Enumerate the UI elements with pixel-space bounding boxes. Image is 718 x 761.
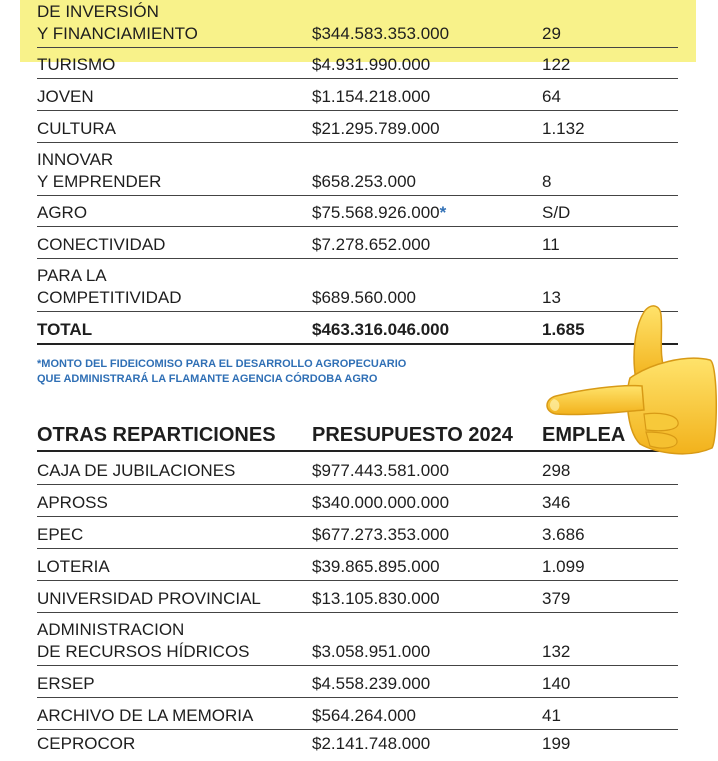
row-employees: 379 [542, 589, 571, 608]
row-name: ERSEP [37, 674, 95, 693]
table-row [37, 195, 678, 227]
table-row [37, 0, 678, 48]
row-budget: $21.295.789.000 [312, 119, 440, 138]
row-budget: $658.253.000 [312, 172, 416, 191]
row-budget: $340.000.000.000 [312, 493, 450, 512]
row-budget: $677.273.353.000 [312, 525, 450, 544]
row-budget: $689.560.000 [312, 288, 416, 307]
table-row [37, 47, 678, 79]
row-name: CONECTIVIDAD [37, 235, 166, 254]
row-budget: $7.278.652.000 [312, 235, 431, 254]
total-budget: $463.316.046.000 [312, 320, 450, 339]
row-name: DE INVERSIÓN Y FINANCIAMIENTO [37, 2, 198, 43]
footnote-line: QUE ADMINISTRARÁ LA FLAMANTE AGENCIA CÓRDOBA AGRO [37, 373, 378, 385]
row-name: LOTERIA [37, 557, 110, 576]
row-employees: 346 [542, 493, 571, 512]
row-name: UNIVERSIDAD PROVINCIAL [37, 589, 261, 608]
row-budget: $75.568.926.000* [312, 203, 447, 222]
table-row [37, 516, 678, 549]
row-name: ADMINISTRACION DE RECURSOS HÍDRICOS [37, 620, 250, 661]
row-budget: $1.154.218.000 [312, 87, 431, 106]
row-budget: $977.443.581.000 [312, 461, 450, 480]
row-employees: 298 [542, 461, 571, 480]
header-budget: PRESUPUESTO 2024 [312, 424, 513, 446]
row-budget: $564.264.000 [312, 706, 416, 725]
row-employees: 1.132 [542, 119, 585, 138]
row-employees: S/D [542, 203, 571, 222]
row-employees: 8 [542, 172, 552, 191]
row-budget: $2.141.748.000 [312, 734, 431, 753]
row-employees: 122 [542, 55, 571, 74]
row-employees: 3.686 [542, 525, 585, 544]
table-row [37, 226, 678, 259]
row-name: INNOVAR Y EMPRENDER [37, 150, 162, 191]
total-employees: 1.685 [542, 320, 585, 339]
table-row [37, 612, 678, 666]
header-employees: EMPLEA [542, 424, 626, 446]
row-name: CULTURA [37, 119, 117, 138]
row-employees: 64 [542, 87, 561, 106]
asterisk-mark: * [439, 203, 447, 222]
row-name: EPEC [37, 525, 84, 544]
row-name: AGRO [37, 203, 88, 222]
row-employees: 132 [542, 642, 571, 661]
row-budget: $3.058.951.000 [312, 642, 431, 661]
row-name: PARA LA COMPETITIVIDAD [37, 266, 182, 307]
row-employees: 29 [542, 24, 561, 43]
table-row [37, 548, 678, 581]
row-employees: 1.099 [542, 557, 585, 576]
table-row [37, 110, 678, 143]
footnote [37, 357, 406, 387]
row-name: JOVEN [37, 87, 94, 106]
row-name: TURISMO [37, 55, 116, 74]
row-budget: $344.583.353.000 [312, 24, 450, 43]
row-name: APROSS [37, 493, 108, 512]
row-budget: $39.865.895.000 [312, 557, 440, 576]
row-name: CAJA DE JUBILACIONES [37, 461, 236, 480]
row-budget: $4.931.990.000 [312, 55, 431, 74]
table-row [37, 665, 678, 698]
row-budget: $13.105.830.000 [312, 589, 440, 608]
total-label: TOTAL [37, 320, 93, 339]
table-row [37, 142, 678, 196]
table-row [37, 78, 678, 111]
row-budget: $4.558.239.000 [312, 674, 431, 693]
row-name: CEPROCOR [37, 734, 136, 753]
row-employees: 199 [542, 734, 571, 753]
table-row [37, 484, 678, 517]
row-employees: 11 [542, 235, 560, 254]
pointing-hand-icon [540, 298, 718, 458]
header-name: OTRAS REPARTICIONES [37, 424, 276, 446]
row-employees: 13 [542, 288, 561, 307]
row-employees: 41 [542, 706, 561, 725]
footnote-line: *MONTO DEL FIDEICOMISO PARA EL DESARROLLO AGROPECUARIO [37, 358, 407, 370]
table-row [37, 580, 678, 613]
row-name: ARCHIVO DE LA MEMORIA [37, 706, 254, 725]
row-employees: 140 [542, 674, 571, 693]
table-row [37, 729, 678, 761]
table-row [37, 697, 678, 730]
